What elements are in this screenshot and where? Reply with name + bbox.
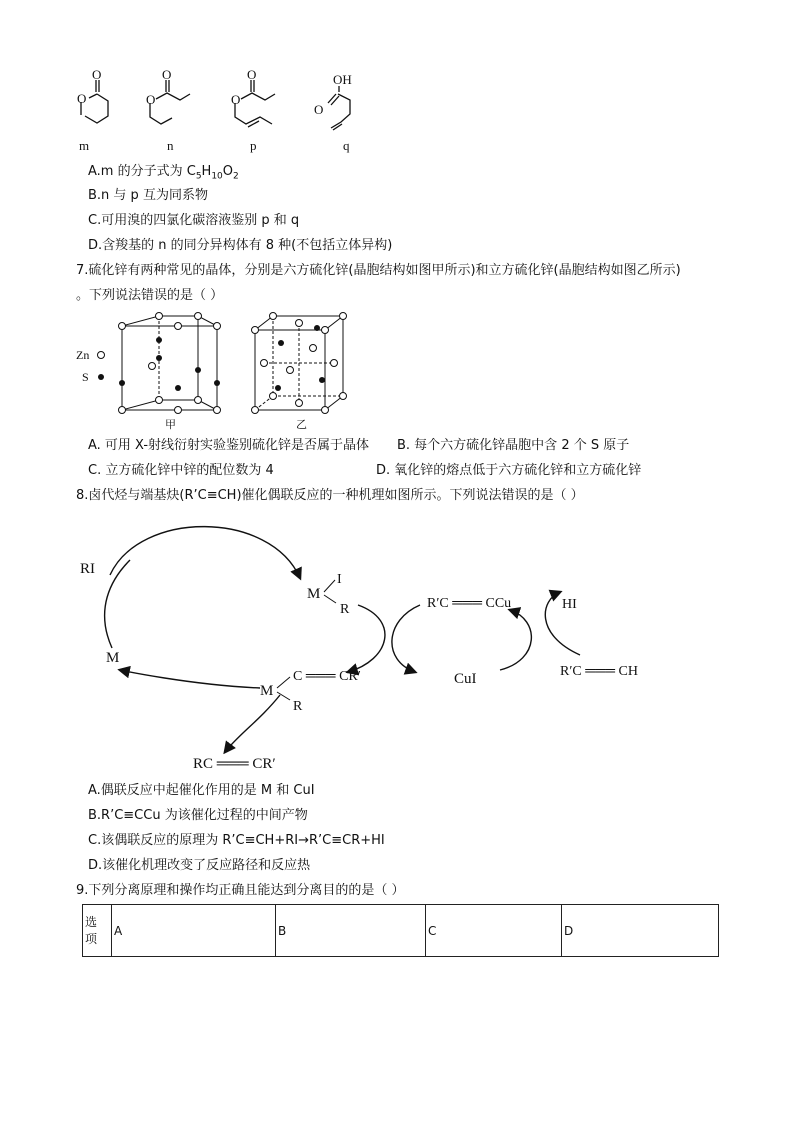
label-mi-i: I <box>337 572 342 587</box>
label-mi-m: M <box>307 586 321 602</box>
label-mc-group: C ═══ CR′ <box>293 669 361 684</box>
label-mc-r: R <box>293 699 303 714</box>
label-m: M <box>106 650 120 666</box>
caption-yi: 乙 <box>296 419 307 431</box>
q8-option-b: B.R’C≡CCu 为该催化过程的中间产物 <box>88 808 308 823</box>
label-n: n <box>167 138 174 153</box>
label-q: q <box>343 138 350 153</box>
hexagonal-cell <box>122 316 217 410</box>
label-cui: CuI <box>454 671 477 687</box>
q6-option-a-text: A.m 的分子式为 C <box>88 164 196 179</box>
q6-option-a <box>88 163 239 186</box>
structure-n <box>150 80 190 124</box>
atom-o-p-ester: O <box>231 92 241 107</box>
q8-mechanism-diagram <box>70 520 660 775</box>
table-row <box>83 905 719 957</box>
label-p: p <box>250 138 257 153</box>
atom-o-q: O <box>314 102 324 117</box>
q6-option-c: C.可用溴的四氯化碳溶液鉴别 p 和 q <box>88 213 300 228</box>
q7-crystal-diagrams <box>70 308 370 433</box>
label-hi: HI <box>562 597 577 612</box>
q9-stem: 9.下列分离原理和操作均正确且能达到分离目的的是（ ） <box>76 883 405 898</box>
label-rccu: R′C ═══ CCu <box>427 596 512 611</box>
element-h: H <box>201 164 212 179</box>
subscript: 2 <box>233 171 239 182</box>
atom-o-n-ester: O <box>146 92 156 107</box>
atom-o-m: O <box>92 70 102 82</box>
arc-cui-to-rccu <box>500 610 531 670</box>
arc-mi-to-mc <box>348 605 385 672</box>
table-header-cell <box>83 905 112 957</box>
arc-ri-to-mi <box>110 527 300 578</box>
q7-option-c: C. 立方硫化锌中锌的配位数为 4 <box>88 463 274 478</box>
table-cell-d: D <box>562 905 719 957</box>
q8-option-a: A.偶联反应中起催化作用的是 M 和 CuI <box>88 783 315 798</box>
label-mi-r: R <box>340 602 350 617</box>
label-product: RC ═══ CR′ <box>193 756 276 772</box>
q6-option-b: B.n 与 p 互为同系物 <box>88 188 208 203</box>
arc-mc-to-m <box>120 670 260 688</box>
header-text-1: 选 <box>85 914 98 929</box>
q6-structures <box>60 70 400 160</box>
label-rcch: R′C ═══ CH <box>560 664 638 679</box>
caption-jia: 甲 <box>165 419 176 431</box>
element-o: O <box>222 164 234 179</box>
table-cell-a: A <box>112 905 276 957</box>
atom-o-n-carbonyl: O <box>162 70 172 82</box>
q7-stem-line2: 。下列说法错误的是（ ） <box>76 288 224 303</box>
hexagonal-atoms <box>119 313 221 414</box>
atom-o-p-carbonyl: O <box>247 70 257 82</box>
q7-option-d: D. 氧化锌的熔点低于六方硫化锌和立方硫化锌 <box>376 463 642 478</box>
structure-q <box>328 86 350 130</box>
q7-option-b: B. 每个六方硫化锌晶胞中含 2 个 S 原子 <box>397 438 630 453</box>
q8-stem: 8.卤代烃与端基炔(R’C≡CH)催化偶联反应的一种机理如图所示。下列说法错误的是（ ） <box>76 488 584 503</box>
cubic-cell <box>255 316 343 410</box>
label-m: m <box>79 138 90 153</box>
subscript: 10 <box>211 171 223 182</box>
legend-s-label: S <box>82 370 89 384</box>
label-ri: RI <box>80 561 95 577</box>
q7-option-a: A. 可用 X-射线衍射实验鉴别硫化锌是否属于晶体 <box>88 438 370 453</box>
atom-oh-q: OH <box>333 72 352 87</box>
legend-zn-label: Zn <box>76 348 90 362</box>
arc-to-product <box>225 695 280 752</box>
structure-p <box>235 80 275 127</box>
table-cell-c: C <box>426 905 562 957</box>
legend-s-marker <box>98 374 104 380</box>
q7-stem-line1: 7.硫化锌有两种常见的晶体，分别是六方硫化锌(晶胞结构如图甲所示)和立方硫化锌(晶胞结构如图乙所示) <box>76 263 681 278</box>
table-cell-b: B <box>276 905 426 957</box>
label-mc-m: M <box>260 683 274 699</box>
q9-options-table <box>82 904 719 957</box>
subscript: 5 <box>195 171 202 182</box>
legend-zn-marker <box>98 352 105 359</box>
arc-cu-to-cui <box>392 605 420 672</box>
q6-option-d: D.含羧基的 n 的同分异构体有 8 种(不包括立体异构) <box>88 238 393 253</box>
header-text-2: 项 <box>85 931 98 946</box>
atom-o-m-ring: O <box>77 91 87 106</box>
q8-option-c: C.该偶联反应的原理为 R’C≡CH+RI→R’C≡CR+HI <box>88 833 385 848</box>
arc-m-cycle <box>105 560 130 648</box>
q8-option-d: D.该催化机理改变了反应路径和反应热 <box>88 858 311 873</box>
